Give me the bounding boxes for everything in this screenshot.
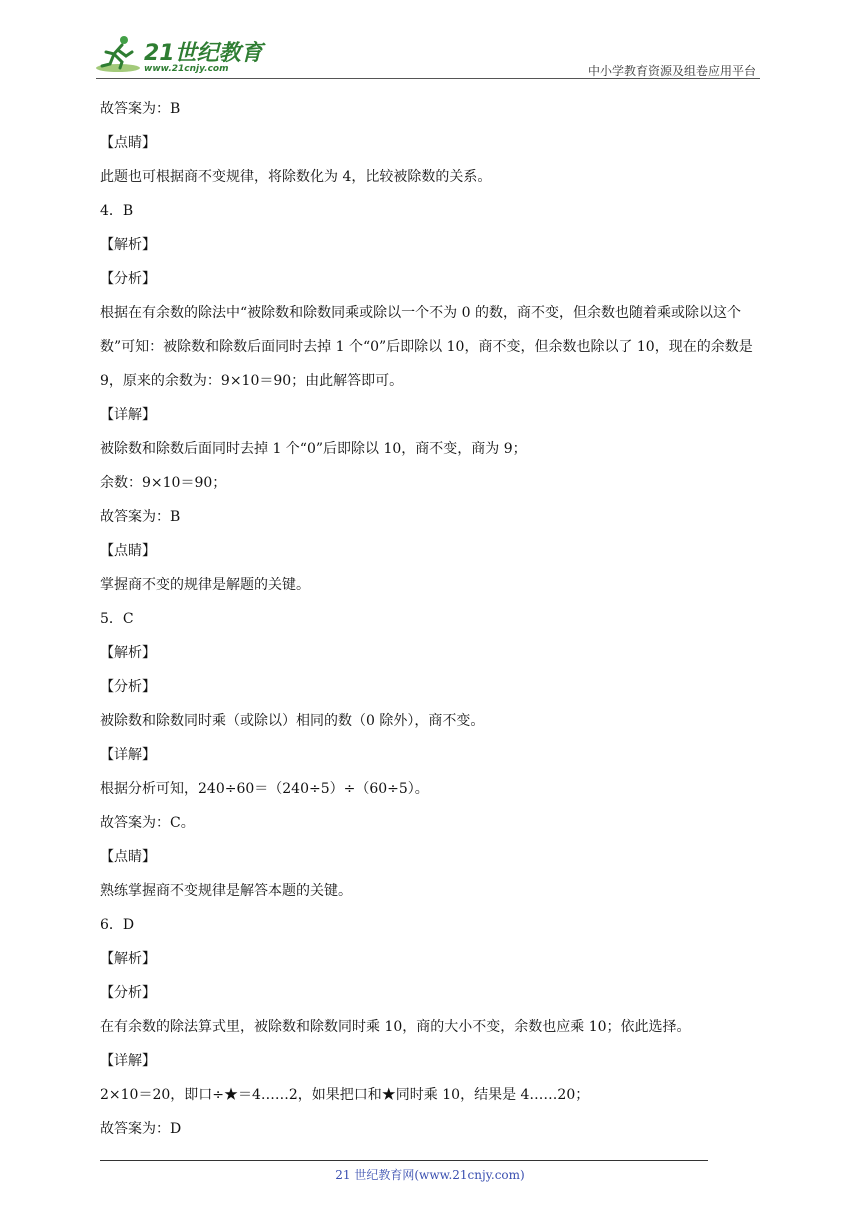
text-line: 5．C xyxy=(100,611,134,627)
text-line: 故答案为：D xyxy=(100,1121,182,1137)
text-line: 故答案为：B xyxy=(100,101,181,117)
text-line: 【解析】 xyxy=(100,951,156,967)
text-line: 【分析】 xyxy=(100,271,156,287)
page-header xyxy=(96,28,760,80)
text-line: 根据分析可知，240÷60＝（240÷5）÷（60÷5）。 xyxy=(100,781,429,797)
text-line: 2×10＝20，即口÷★＝4……2，如果把口和★同时乘 10，结果是 4……20； xyxy=(100,1087,590,1103)
text-line: 被除数和除数同时乘（或除以）相同的数（0 除外），商不变。 xyxy=(100,713,485,729)
text-line: 6．D xyxy=(100,917,135,933)
document-body xyxy=(100,100,760,1154)
text-line: 【点睛】 xyxy=(100,543,156,559)
text-line: 【点睛】 xyxy=(100,849,156,865)
text-line: 故答案为：B xyxy=(100,509,181,525)
text-line: 故答案为：C。 xyxy=(100,815,195,831)
text-line: 【分析】 xyxy=(100,679,156,695)
text-line: 在有余数的除法算式里，被除数和除数同时乘 10，商的大小不变，余数也应乘 10；依此选择。 xyxy=(100,1019,691,1035)
runner-logo-icon xyxy=(96,34,142,74)
text-line: 熟练掌握商不变规律是解答本题的关键。 xyxy=(100,883,352,899)
header-divider xyxy=(96,78,760,79)
text-line: 此题也可根据商不变规律，将除数化为 4，比较被除数的关系。 xyxy=(100,169,492,185)
text-line: 掌握商不变的规律是解题的关键。 xyxy=(100,577,310,593)
text-line: 【详解】 xyxy=(100,407,156,423)
footer-text: 21 世纪教育网(www.21cnjy.com) xyxy=(335,1168,525,1182)
text-line: 余数：9×10＝90； xyxy=(100,475,227,491)
platform-name: 中小学教育资源及组卷应用平台 xyxy=(587,64,756,78)
text-line: 【详解】 xyxy=(100,1053,156,1069)
logo xyxy=(96,28,266,78)
text-line: 【点睛】 xyxy=(100,135,156,151)
text-line: 【解析】 xyxy=(100,237,156,253)
footer-divider xyxy=(100,1160,708,1161)
logo-url: www.21cnjy.com xyxy=(144,64,229,74)
text-line: 4．B xyxy=(100,203,134,219)
text-paragraph: 根据在有余数的除法中“被除数和除数同乘或除以一个不为 0 的数，商不变，但余数也随着乘或除以这个数”可知：被除数和除数后面同时去掉 1 个“0”后即除以 10，商不变，但余数也除以了 10，现在的余数是 9，原来的余数为：9×10＝90；由此解答即可。 xyxy=(100,305,753,389)
text-line: 被除数和除数后面同时去掉 1 个“0”后即除以 10，商不变，商为 9； xyxy=(100,441,527,457)
text-line: 【解析】 xyxy=(100,645,156,661)
logo-text: 21世纪教育 xyxy=(144,41,263,66)
text-line: 【详解】 xyxy=(100,747,156,763)
text-line: 【分析】 xyxy=(100,985,156,1001)
